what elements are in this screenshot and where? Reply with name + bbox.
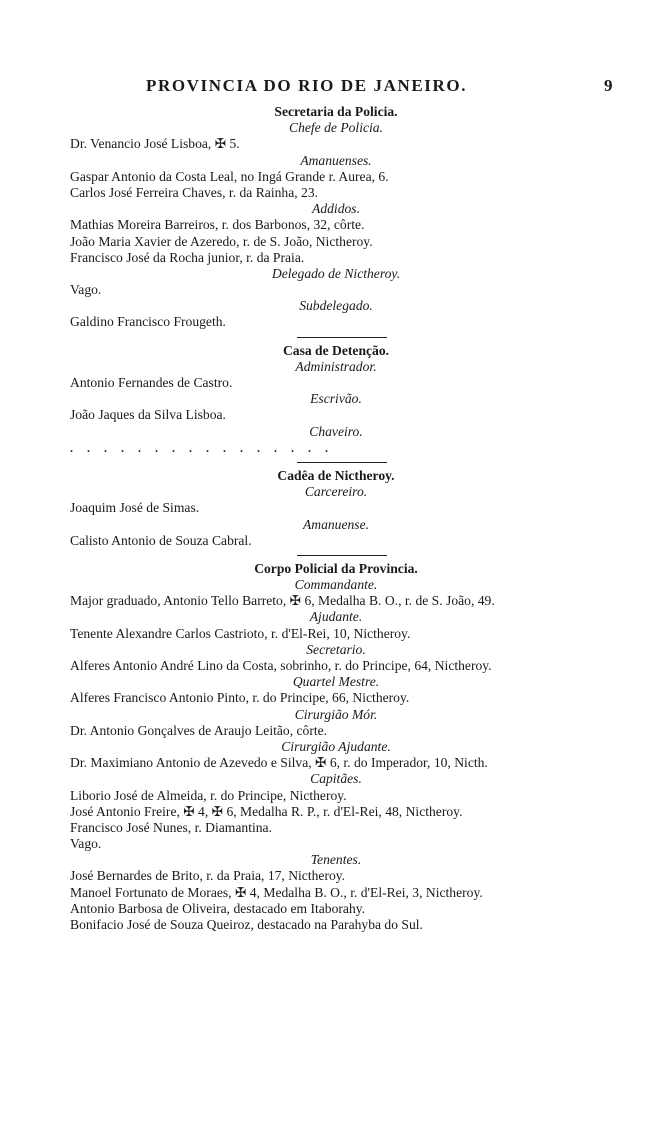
personnel-entry: Galdino Francisco Frougeth.: [70, 314, 226, 330]
personnel-entry: Liborio José de Almeida, r. do Principe, Nictheroy.: [70, 787, 347, 803]
personnel-entry: Joaquim José de Simas.: [70, 500, 200, 516]
personnel-entry: Vago.: [70, 282, 102, 298]
role-title: Amanuenses.: [300, 152, 372, 168]
section-heading: Casa de Detenção.: [282, 342, 390, 358]
role-title: Commandante.: [294, 577, 378, 593]
role-title: Capitães.: [310, 771, 362, 787]
dotted-leader: ................: [70, 440, 342, 455]
role-title: Amanuense.: [302, 516, 370, 532]
section-heading: Corpo Policial da Provincia.: [254, 560, 418, 576]
personnel-entry: Alferes Antonio André Lino da Costa, sobrinho, r. do Principe, 64, Nictheroy.: [70, 658, 492, 673]
personnel-entry: Gaspar Antonio da Costa Leal, no Ingá Grande r. Aurea, 6.: [70, 168, 389, 184]
role-title: Subdelegado.: [299, 298, 373, 314]
role-title: Escrivão.: [310, 391, 362, 407]
personnel-entry: Calisto Antonio de Souza Cabral.: [70, 532, 252, 548]
personnel-entry: Francisco José da Rocha junior, r. da Praia.: [70, 249, 305, 265]
role-title: Tenentes.: [310, 852, 362, 868]
page-title: PROVINCIA DO RIO DE JANEIRO.: [146, 76, 468, 95]
personnel-entry: Dr. Antonio Gonçalves de Araujo Leitão, côrte.: [70, 722, 328, 738]
personnel-entry: Alferes Francisco Antonio Pinto, r. do Principe, 66, Nictheroy.: [70, 690, 410, 706]
section-heading: Cadêa de Nictheroy.: [277, 467, 395, 483]
role-title: Cirurgião Ajudante.: [281, 738, 391, 754]
document-body: [0, 104, 672, 933]
personnel-entry: Tenente Alexandre Carlos Castrioto, r. d'El-Rei, 10, Nictheroy.: [70, 625, 411, 641]
role-title: Addidos.: [312, 201, 360, 217]
personnel-entry: Antonio Fernandes de Castro.: [70, 375, 233, 390]
personnel-entry: José Bernardes de Brito, r. da Praia, 17, Nictheroy.: [70, 868, 346, 884]
personnel-entry: José Antonio Freire, ✠ 4, ✠ 6, Medalha R. P., r. d'El-Rei, 48, Nictheroy.: [70, 803, 463, 819]
section-divider: [0, 331, 672, 343]
section-heading: Secretaria da Policia.: [274, 104, 398, 119]
personnel-entry: Dr. Venancio José Lisboa, ✠ 5.: [70, 136, 240, 152]
role-title: Secretario.: [306, 641, 366, 657]
personnel-entry: Manoel Fortunato de Moraes, ✠ 4, Medalha B. O., r. d'El-Rei, 3, Nictheroy.: [70, 884, 483, 900]
role-title: Quartel Mestre.: [292, 674, 380, 690]
personnel-entry: João Maria Xavier de Azeredo, r. de S. João, Nictheroy.: [70, 233, 373, 249]
role-title: Carcereiro.: [304, 484, 368, 500]
role-title: Chefe de Policia.: [289, 120, 383, 136]
role-title: Delegado de Nictheroy.: [271, 265, 401, 281]
role-title: Cirurgião Mór.: [294, 706, 378, 722]
personnel-entry: Mathias Moreira Barreiros, r. dos Barbonos, 32, côrte.: [70, 217, 365, 233]
section-divider: [0, 456, 672, 468]
personnel-entry: Dr. Maximiano Antonio de Azevedo e Silva, ✠ 6, r. do Imperador, 10, Nicth.: [70, 755, 488, 771]
personnel-entry: João Jaques da Silva Lisboa.: [70, 407, 226, 423]
personnel-entry: Francisco José Nunes, r. Diamantina.: [70, 819, 272, 835]
role-title: Ajudante.: [309, 609, 363, 625]
personnel-entry: Antonio Barbosa de Oliveira, destacado em Itaborahy.: [70, 900, 366, 916]
role-title: Administrador.: [295, 358, 377, 374]
section-divider: [0, 549, 672, 561]
personnel-entry: Vago.: [70, 836, 102, 852]
page-header: [0, 76, 672, 102]
personnel-entry: Major graduado, Antonio Tello Barreto, ✠ 6, Medalha B. O., r. de S. João, 49.: [70, 593, 495, 609]
page-number: 9: [604, 76, 613, 95]
role-title: Chaveiro.: [309, 423, 363, 439]
personnel-entry: Carlos José Ferreira Chaves, r. da Rainha, 23.: [70, 184, 319, 200]
personnel-entry: Bonifacio José de Souza Queiroz, destacado na Parahyba do Sul.: [70, 917, 423, 932]
